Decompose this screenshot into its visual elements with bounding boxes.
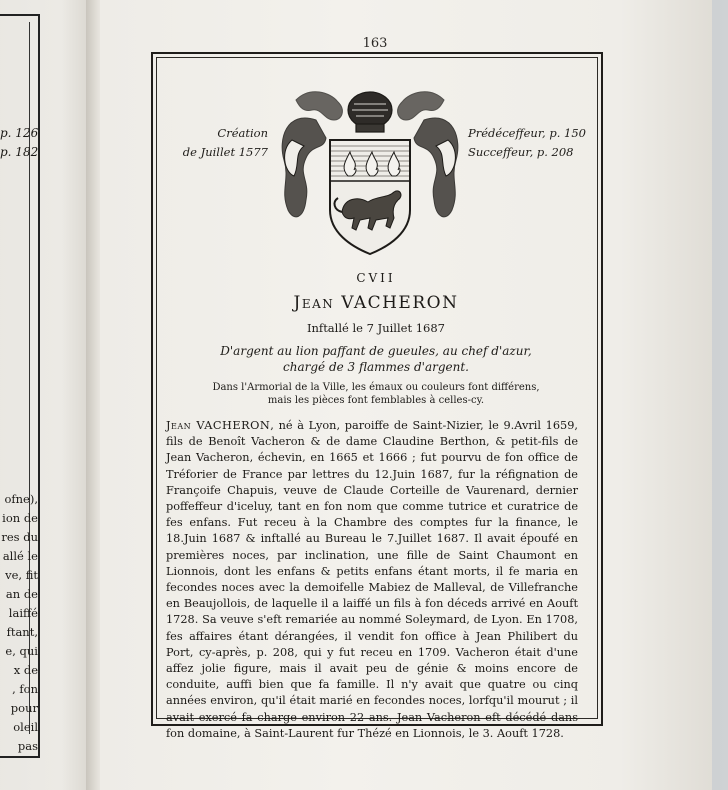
blazon-line: D'argent au lion paffant de gueules, au chef d'azur, — [220, 344, 532, 358]
installation-date: Inftallé le 7 Juillet 1687 — [306, 321, 445, 335]
left-page-line: oleil — [13, 720, 38, 734]
left-page-line: pas — [17, 739, 38, 753]
blazon — [158, 343, 594, 375]
left-page-line: ofne), — [4, 492, 38, 506]
left-page-line: laiffé — [8, 606, 38, 620]
left-page-line: allé le — [2, 549, 38, 563]
left-page-ref: p. 126 — [0, 126, 39, 140]
creation-note — [168, 124, 268, 162]
biography-lead: Jean VACHERON — [166, 419, 271, 432]
predecessor-note — [468, 124, 590, 162]
armorial-note-line: Dans l'Armorial de la Ville, les émaux ou couleurs font différens, — [212, 382, 540, 393]
armorial-note-line: mais les pièces font femblables à celles-cy. — [267, 395, 485, 406]
biography-text — [166, 418, 578, 742]
coat-of-arms-icon — [276, 80, 464, 262]
left-page-line: ve, fit — [5, 568, 38, 582]
left-page-line: , fon — [12, 682, 38, 696]
left-page-ref: p. 182 — [0, 145, 39, 159]
left-page-line: res du — [1, 530, 38, 544]
entry-name: Jean VACHERON — [293, 293, 459, 313]
left-page-line: an de — [5, 587, 38, 601]
left-page-line: e, qui — [5, 644, 38, 658]
armorial-note — [158, 381, 594, 407]
predecessor-ref: Prédéceffeur, p. 150 — [468, 126, 586, 140]
left-page-line: x de — [13, 663, 38, 677]
creation-note-line: Création — [217, 126, 268, 140]
successor-ref: Succeffeur, p. 208 — [468, 145, 574, 159]
left-page-line: pour — [10, 701, 38, 715]
blazon-line: chargé de 3 flammes d'argent. — [283, 360, 469, 374]
page-number: 163 — [362, 36, 388, 51]
entry-numeral: CVII — [356, 271, 396, 285]
biography-body: , né à Lyon, paroiffe de Saint-Nizier, le 9.Avril 1659, fils de Benoît Vacheron & de dame Claudine Berthon, & petit-fils de Jean Vacheron, échevin, en 1665 et 1666 ; fut pourvu de fon office de Tréforier de France par lettres du 12.Juin 1687, fur la réfignation de Françoife Chapuis, veuve de Claude Corteille de Vaurenard, dernier poffeffeur d'iceluy, tant en fon nom que comme tutrice et curatrice de fes enfans. Fut receu à la Chambre des comptes fur la finance, le 18.Juin 1687 & inftallé au Bureau le 7.Juillet 1687. Il avait époufé en premières noces, par inclination, une fille de Saint Chaumont en Lionnois, dont les enfans & petits enfans étant morts, il fe maria en fecondes noces avec la demoifelle Mabiez de Malleval, de Villefranche en Beaujollois, de laquelle il a laiffé un fils à fon déceds arrivé en Aouft 1728. Sa veuve s'eft remariée au nommé Soleymard, de Lyon. En 1708, fes affaires étant dérangées, il vendit fon office à Jean Philibert du Port, cy-après, p. 208, qui y fut receu en 1709. Vacheron était d'une affez jolie figure, mais il avait peu de génie & moins encore de conduite, auffi bien que fa famille. Il n'y avait que quatre ou cinq années environ, qu'il était marié en fecondes noces, lorfqu'il mourut ; il avait exercé fa charge environ 22 ans. Jean Vacheron eft décédé dans fon domaine, à Saint-Laurent fur Thézé en Lionnois, le 3. Aouft 1728. — [166, 419, 578, 740]
left-page-line: ftant, — [6, 625, 38, 639]
left-page-line: ion de — [2, 511, 38, 525]
creation-note-line: de Juillet 1577 — [182, 145, 268, 159]
